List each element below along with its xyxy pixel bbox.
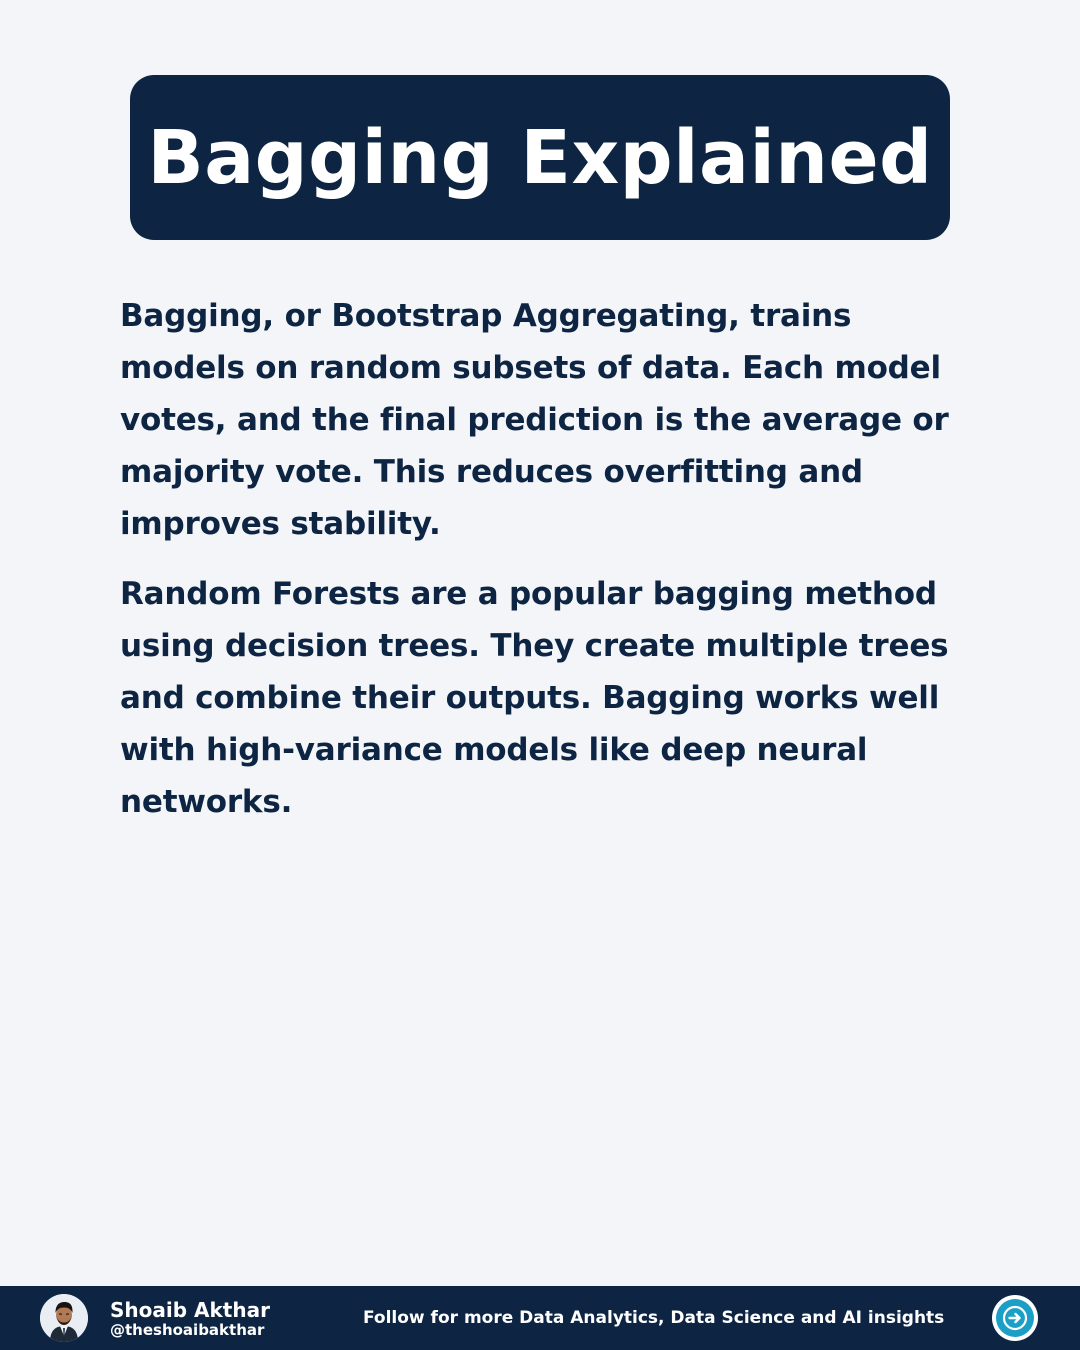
next-button-fill bbox=[996, 1299, 1034, 1337]
next-slide-button[interactable] bbox=[992, 1295, 1038, 1341]
body-text bbox=[120, 290, 960, 846]
author-info bbox=[110, 1298, 270, 1338]
footer-bar bbox=[0, 1286, 1080, 1350]
page-title: Bagging Explained bbox=[147, 114, 933, 201]
paragraph-bagging: Bagging, or Bootstrap Aggregating, trains models on random subsets of data. Each model votes, and the final prediction is the average or majority vote. This reduces overfitting and improves stability. bbox=[120, 298, 949, 542]
avatar bbox=[40, 1294, 88, 1342]
arrow-right-circle-icon bbox=[1002, 1305, 1028, 1331]
title-card bbox=[130, 75, 950, 240]
paragraph-random-forests: Random Forests are a popular bagging method using decision trees. They create multiple trees and combine their outputs. Bagging works well with high-variance models like deep neural networks. bbox=[120, 576, 949, 820]
follow-cta: Follow for more Data Analytics, Data Science and AI insights bbox=[363, 1308, 945, 1328]
author-handle[interactable]: @theshoaibakthar bbox=[110, 1321, 265, 1339]
avatar-portrait-icon bbox=[40, 1294, 88, 1342]
author-name: Shoaib Akthar bbox=[110, 1298, 270, 1322]
